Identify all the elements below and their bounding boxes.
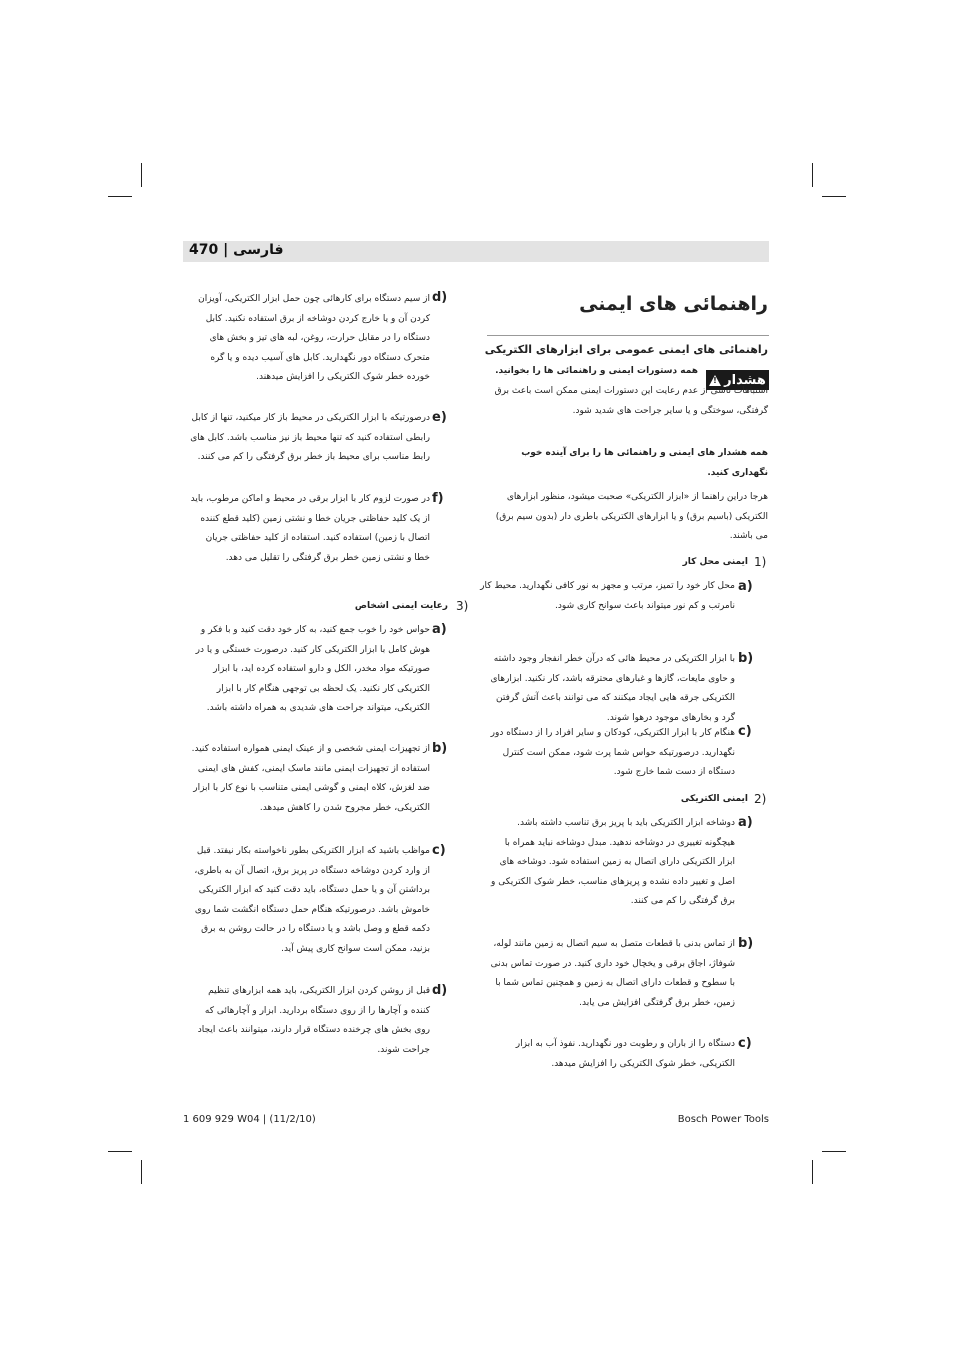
warning-text [486,382,768,421]
intro-text: هرجا دراین راهنما از «ابزار الکتریکی» صحبت میشود، منظور ابزارهای الکتریکی (باسیم برق) و یا ابزارهای الکتریکی باطری دار (بدون سیم برق) می باشند. [495,492,768,542]
item-3a-text: یک لحظه بی توجهی هنگام کار با ابزار الکتریکی، میتواند جراحت های شدیدی به همراه داشته باشد. [206,683,430,714]
item-3d-text: ابزار و آچارهائی که روی بخش های چرخنده دستگاه قرار دارند، میتوانند باعث ایجاد جراحت شوند. [197,1005,430,1055]
item-2b [487,935,735,1013]
page-header-title: فارسی | 470 [189,242,284,258]
item-1b [487,650,735,728]
item-2d-letter: d) [432,290,448,305]
item-3b [188,740,430,818]
item-2f [188,490,430,568]
item-2e-letter: e) [432,410,447,425]
item-2d-text: کابل های آسیب دیده و یا گره خورده خطر شوک الکتریکی را افزایش میدهند. [210,352,430,383]
section-2-title: ایمنی الکتریکی [680,794,748,804]
item-2d-bold: از سیم دستگاه برای کارهائی چون حمل ابزار الکتریکی، آویزان کردن آن و یا خارج کردن دوشاخه از برق استفاده نکنید. کابل دستگاه را در مقابل حرارت، روغن، لبه های تیز و بخش های متحرک دستگاه دور نگهدارید. [198,294,430,363]
item-3c-letter: c) [432,843,446,858]
item-3c [188,842,430,960]
crop-mark [141,1160,142,1184]
warning-text-content: اشتباهات ناشی از عدم رعایت این دستورات ایمنی ممکن است باعث برق گرفتگی، سوختگی و یا سایر جراحت های شدید شود. [494,386,768,416]
item-2f-text: استفاده از کلید حفاظتی جریان خطا و نشتی زمین خطر برق گرفتگی را تقلیل می دهد. [205,533,430,563]
item-2b-letter: b) [738,936,754,951]
item-1a-text: محیط کار نامرتب و کم نور میتواند باعث سوانح کاری شود. [480,581,735,611]
item-1a-bold: محل کار خود را تمیز، مرتب و مجهز به نور کافی نگهدارید. [519,581,735,591]
item-3b-letter: b) [432,741,448,756]
crop-mark [108,1151,132,1152]
item-2c-letter: c) [738,1036,752,1051]
item-1b-letter: b) [738,651,754,666]
crop-mark [822,1151,846,1152]
item-3c-bold: مواظب باشید که ابزار الکتریکی بطور ناخواسته بکار نیفتد. قبل از وارد کردن دوشاخه دستگاه در پریز برق، اتصال آن به باطری، برداشتن آن و یا حمل دستگاه، باید دقت کنید که ابزار الکتریکی خاموش باشد. [194,846,430,915]
crop-mark [822,196,846,197]
item-1a [465,577,735,616]
item-1c [487,724,735,783]
section-3-title: رعایت ایمنی اشخاص [354,601,448,611]
item-2a-letter: a) [738,815,753,830]
item-1c-letter: c) [738,724,752,739]
section-1-title: ایمنی محل کار [682,557,748,567]
item-3d-bold: قبل از روشن کردن ابزار الکتریکی، باید همه ابزارهای تنظیم کننده و آچارها را از روی دستگاه بردارید. [208,986,430,1016]
item-2a-bold: دوشاخه ابزار الکتریکی باید با پریز برق تناسب داشته باشد. هیچگونه تغییری در دوشاخه ندهید. مبدل دوشاخه نباید همراه با ابزار الکتریکی دارای اتصال به زمین استفاده شود. [504,818,735,868]
crop-mark [108,196,132,197]
item-2e [188,409,430,468]
item-2e-text: کابل های رابط مناسب برای محیط باز خطر برق گرفتگی را کم می کنند. [190,432,430,463]
item-3a-bold: حواس خود را خوب جمع کنید، به کار خود دقت کنید و با فکر و هوش کامل با ابزار الکتریکی کار کنید. درصورت خستگی و یا در صورتیکه مواد مخدر، الکل و دارو استفاده کرده اید، با ابزار الکتریکی کار نکنید. [195,625,430,694]
section-title: راهنمائی های ایمنی عمومی برای ابزارهای الکتریکی [484,343,768,356]
warning-heading-text: همه دستورات ایمنی و راهنمائی ها را بخوانید. [495,366,698,376]
item-2f-letter: f) [432,491,444,506]
crop-mark [812,1160,813,1184]
section-divider [487,335,769,336]
item-1b-bold: با ابزار الکتریکی در محیط هائی که درآن خطر انفجار وجود داشته و حاوی مایعات، گازها و غبارهای محترقه باشد، کار نکنید. [493,654,735,684]
item-2b-text: در صورت تماس بدنی با سطوح و قطعات دارای اتصال به زمین و همچنین تماس شما با زمین، خطر برق گرفتگی افزایش می یابد. [490,958,735,1008]
item-3b-bold: از تجهیزات ایمنی شخصی و از عینک ایمنی همواره استفاده کنید. [191,744,430,754]
document-title: راهنمائی های ایمنی [579,293,768,315]
item-2e-bold: درصورتیکه با ابزار الکتریکی در محیط باز کار میکنید، تنها از کابل رابطی استفاده کنید که تنها محیط باز نیز مناسب باشد. [191,413,430,443]
item-2d [188,290,430,388]
item-1c-text: درصورتیکه حواس شما پرت شود، ممکن است کنترل دستگاه از دست شما خارج شود. [502,747,735,778]
footer-doc-number: 1 609 929 W04 | (11/2/10) [183,1114,316,1125]
item-1a-letter: a) [738,579,753,594]
item-1b-text: ابزارهای الکتریکی جرقه هایی ایجاد میکنند که می توانند باعث آتش گرفتن گرد و بخارهای موجود درهوا شوند. [490,673,735,723]
section-2-number: 2) [754,792,767,806]
item-3b-text: استفاده از تجهیزات ایمنی مانند ماسک ایمنی، کفش های ایمنی ضد لغزش، کلاه ایمنی و گوشی ایمنی متناسب با نوع کار با ابزار الکتریکی، خطر مجروح شدن را کاهش میدهد. [193,763,430,813]
item-3c-text: درصورتیکه هنگام حمل دستگاه انگشت شما روی دکمه قطع و وصل باشد و یا دستگاه را در حالت روشن به برق بزنید، ممکن است سوانح کاری پیش آید. [194,904,430,954]
section-3-number: 3) [456,599,469,613]
warning-heading [438,362,698,382]
keep-note-text: همه هشدار های ایمنی و راهنمائی ها را برای آینده خوب نگهداری کنید. [521,448,768,478]
footer-brand: Bosch Power Tools [677,1114,769,1125]
crop-mark [141,163,142,187]
item-3a-letter: a) [432,622,447,637]
item-3d-letter: d) [432,983,448,998]
item-2c [487,1035,735,1074]
item-2b-bold: از تماس بدنی با قطعات متصل به سیم اتصال به زمین مانند لوله، شوفاژ، اجاق برقی و یخچال خود داری کنید. [493,939,735,969]
item-2f-bold: در صورت لزوم کار با ابزار برقی در محیط و اماکن مرطوب، باید از یک کلید حفاظتی جریان خطا و نشتی زمین (کلید قطع کننده اتصال با زمین) استفاده کنید. [190,494,430,544]
page-header [183,241,769,262]
item-3a [188,621,430,719]
section-1-number: 1) [754,555,767,569]
item-2c-bold: دستگاه را از باران و رطوبت دور نگهدارید. [578,1039,735,1049]
item-2a [487,814,735,912]
intro-paragraph [486,488,768,547]
crop-mark [812,163,813,187]
keep-note [486,444,768,483]
item-2a-text: دوشاخه های اصل و تغییر داده نشده و پریزهای مناسب، خطر شوک الکتریکی و برق گرفتگی را کم می کنند. [491,857,735,907]
item-3d [188,982,430,1060]
warning-label: هشدار [724,372,766,388]
item-2c-text: نفوذ آب به ابزار الکتریکی، خطر شوک الکتریکی را افزایش میدهد. [515,1039,735,1069]
item-1c-bold: هنگام کار با ابزار الکتریکی، کودکان و سایر افراد را از دستگاه دور نگهدارید. [490,728,735,758]
